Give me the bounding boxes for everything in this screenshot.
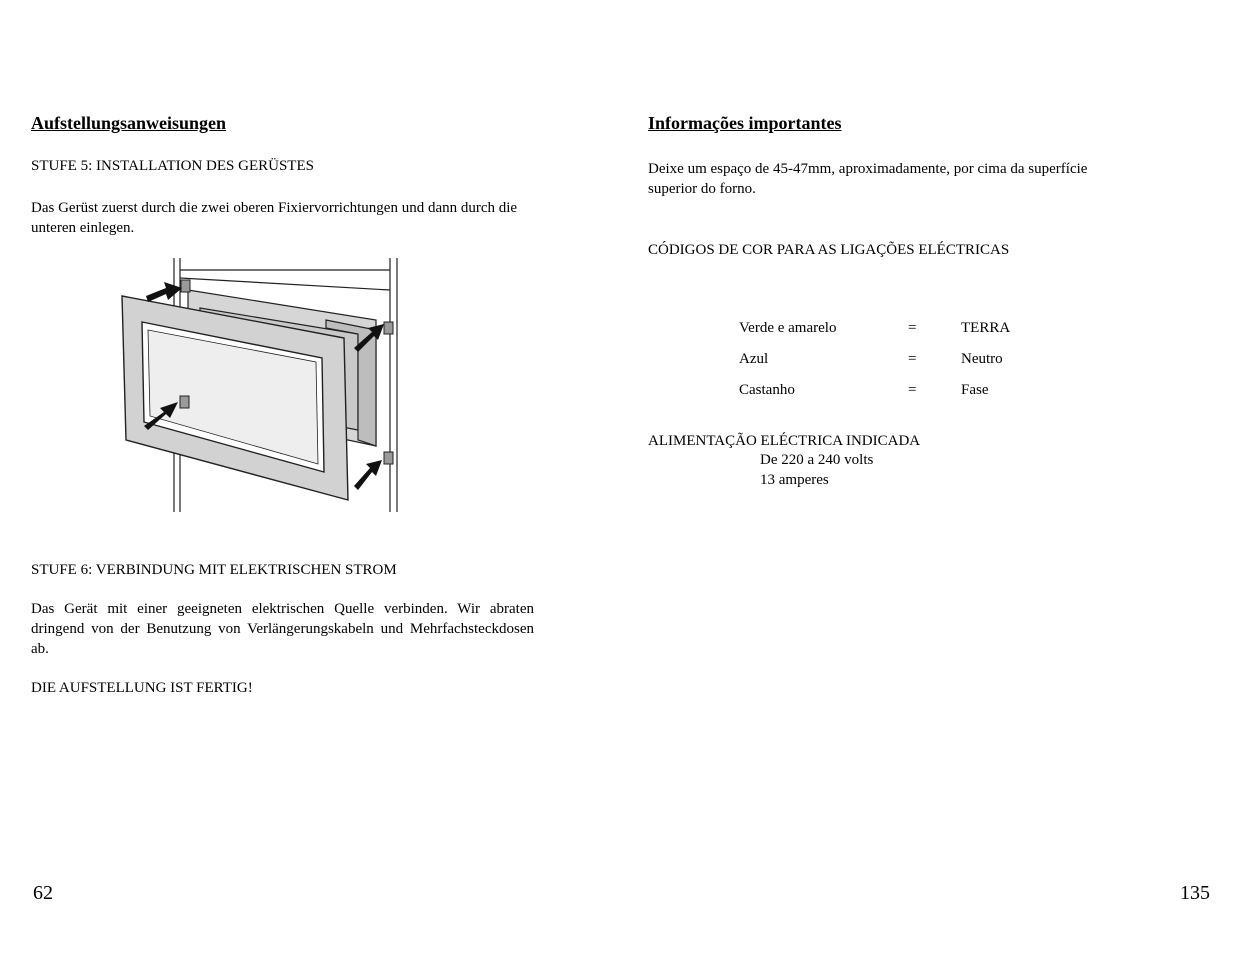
- wire-meaning: Neutro: [961, 351, 1003, 367]
- wire-color: Azul: [739, 351, 769, 367]
- wire-color: Castanho: [739, 382, 795, 398]
- color-codes-title: CÓDIGOS DE COR PARA AS LIGAÇÕES ELÉCTRICAS: [648, 242, 1010, 258]
- wire-meaning: Fase: [961, 382, 989, 398]
- step5-text: Das Gerüst zuerst durch die zwei oberen Fixiervorrichtungen und dann durch die unteren einlegen.: [31, 200, 518, 236]
- equals-sign: =: [908, 320, 917, 336]
- wire-meaning: TERRA: [961, 320, 1011, 336]
- wire-color: Verde e amarelo: [739, 320, 837, 336]
- finish-text: DIE AUFSTELLUNG IST FERTIG!: [31, 680, 253, 696]
- equals-sign: =: [908, 351, 917, 367]
- step6-text: Das Gerät mit einer geeigneten elektrischen Quelle verbinden. Wir abraten dringend von der Benutzung von Verlängerungskabeln und Mehrfachsteckdosen ab.: [31, 601, 534, 657]
- left-heading: Aufstellungsanweisungen: [31, 113, 227, 133]
- power-title: ALIMENTAÇÃO ELÉCTRICA INDICADA: [648, 433, 921, 449]
- power-voltage: De 220 a 240 volts: [760, 452, 874, 468]
- power-current: 13 amperes: [760, 472, 829, 488]
- left-page-number: 62: [33, 882, 53, 904]
- clearance-text: Deixe um espaço de 45-47mm, aproximadamente, por cima da superfície superior do forno.: [648, 161, 1088, 197]
- step5-title: STUFE 5: INSTALLATION DES GERÜSTES: [31, 158, 314, 174]
- equals-sign: =: [908, 382, 917, 398]
- frame-installation-illustration: [108, 250, 428, 530]
- right-page-number: 135: [1180, 882, 1210, 904]
- right-heading: Informações importantes: [648, 113, 842, 133]
- step6-title: STUFE 6: VERBINDUNG MIT ELEKTRISCHEN STROM: [31, 562, 397, 578]
